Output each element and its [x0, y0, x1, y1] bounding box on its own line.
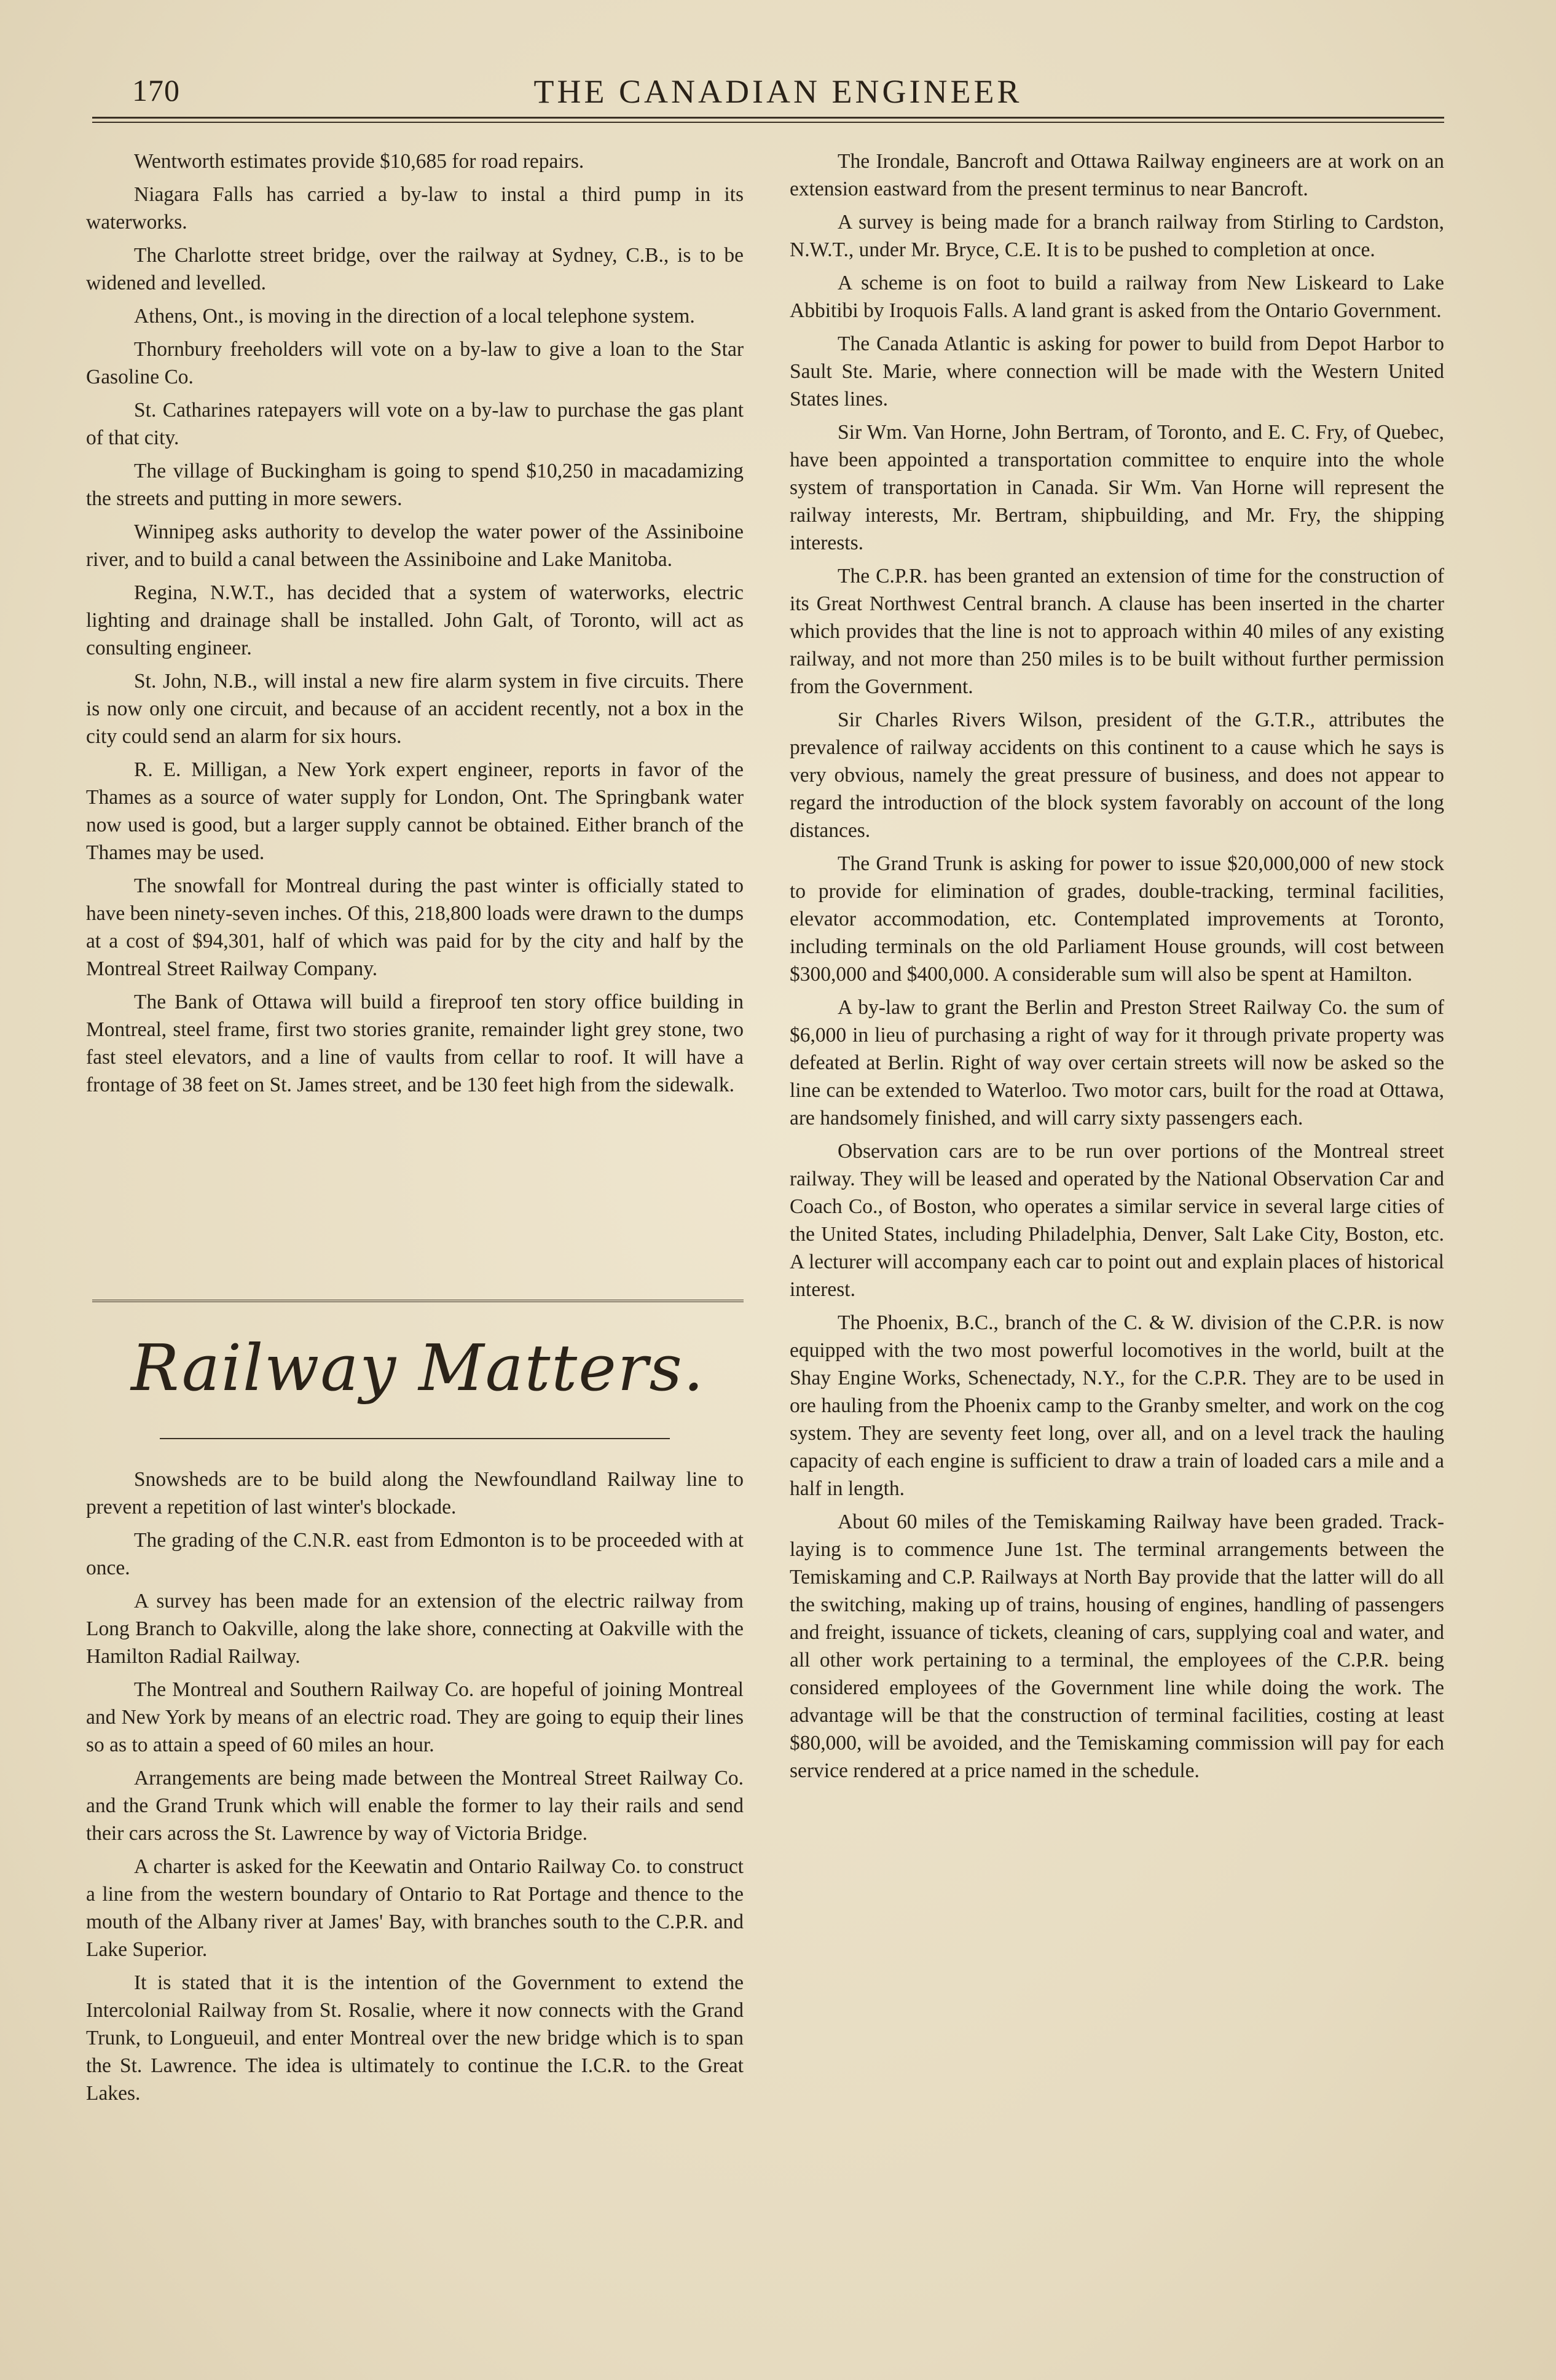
paragraph: A survey is being made for a branch railway from Stirling to Cardston, N.W.T., under Mr. Bryce, C.E. It is to be pushed to completion at once.: [790, 211, 1444, 261]
paragraph: The snowfall for Montreal during the past winter is officially stated to have been ninety-seven inches. Of this, 218,800 loads were drawn to the dumps at a cost of $94,301, half of which was paid for by the city and half by the Montreal Street Railway Company.: [86, 874, 744, 980]
paragraph: A by-law to grant the Berlin and Preston Street Railway Co. the sum of $6,000 in lieu of purchasing a right of way for it through private property was defeated at Berlin. Right of way over certain streets will now be asked so the line can be extended to Waterloo. Two motor cars, built for the road at Ottawa, are handsomely finished, and will carry sixty passengers each.: [790, 996, 1444, 1129]
heading-rule-top: [92, 1300, 744, 1304]
paragraph: Winnipeg asks authority to develop the water power of the Assiniboine river, and to build a canal between the Assiniboine and Lake Manitoba.: [86, 520, 744, 571]
paragraph: The Canada Atlantic is asking for power to build from Depot Harbor to Sault Ste. Marie, where connection will be made with the Western United States lines.: [790, 332, 1444, 410]
paragraph: It is stated that it is the intention of the Government to extend the Intercolonial Railway from St. Rosalie, where it now connects with the Grand Trunk, to Longueuil, and enter Montreal over the new bridge which is to span the St. Lawrence. The idea is ultimately to continue the I.C.R. to the Great Lakes.: [86, 1971, 744, 2105]
paragraph: St. Catharines ratepayers will vote on a by-law to purchase the gas plant of that city.: [86, 399, 744, 449]
paragraph: St. John, N.B., will instal a new fire alarm system in five circuits. There is now only one circuit, and because of an accident recently, not a box in the city could send an alarm for six hours.: [86, 670, 744, 748]
journal-title: THE CANADIAN ENGINEER: [533, 73, 1023, 110]
paragraph: Snowsheds are to be build along the Newfoundland Railway line to prevent a repetition of last winter's blockade.: [86, 1468, 744, 1518]
paragraph: Niagara Falls has carried a by-law to instal a third pump in its waterworks.: [86, 183, 744, 234]
page-number: 170: [132, 73, 180, 108]
paragraph: A charter is asked for the Keewatin and Ontario Railway Co. to construct a line from the western boundary of Ontario to Rat Portage and thence to the mouth of the Albany river at James' Bay, with branches south to the C.P.R. and Lake Superior.: [86, 1855, 744, 1961]
paragraph: Regina, N.W.T., has decided that a system of waterworks, electric lighting and drainage shall be installed. John Galt, of Toronto, will act as consulting engineer.: [86, 581, 744, 659]
paragraph: A scheme is on foot to build a railway from New Liskeard to Lake Abbitibi by Iroquois Falls. A land grant is asked from the Ontario Government.: [790, 272, 1444, 322]
paragraph: The Irondale, Bancroft and Ottawa Railway engineers are at work on an extension eastward from the present terminus to near Bancroft.: [790, 150, 1444, 200]
paragraph: The C.P.R. has been granted an extension of time for the construction of its Great Northwest Central branch. A clause has been inserted in the charter which provides that the line is not to approach within 40 miles of any existing railway, and not more than 250 miles is to be built without further permission from the Government.: [790, 565, 1444, 698]
paragraph: Sir Charles Rivers Wilson, president of the G.T.R., attributes the prevalence of railway accidents on this continent to a cause which he says is very obvious, namely the great pressure of business, and does not appear to regard the introduction of the block system favorably on account of the long distances.: [790, 709, 1444, 842]
paragraph: Thornbury freeholders will vote on a by-law to give a loan to the Star Gasoline Co.: [86, 338, 744, 388]
paragraph: R. E. Milligan, a New York expert engineer, reports in favor of the Thames as a source of water supply for London, Ont. The Springbank water now used is good, but a larger supply cannot be obtained. Either branch of the Thames may be used.: [86, 758, 744, 864]
paragraph: The Grand Trunk is asking for power to issue $20,000,000 of new stock to provide for elimination of grades, double-tracking, terminal facilities, elevator accommodation, etc. Contemplated improvements at Toronto, including terminals on the old Parliament House grounds, will cost between $300,000 and $400,000. A considerable sum will also be spent at Hamilton.: [790, 852, 1444, 986]
heading-rule-bottom: [160, 1438, 670, 1439]
paragraph: Sir Wm. Van Horne, John Bertram, of Toronto, and E. C. Fry, of Quebec, have been appointed a transportation committee to enquire into the whole system of transportation in Canada. Sir Wm. Van Horne will represent the railway interests, Mr. Bertram, shipbuilding, and Mr. Fry, the shipping interests.: [790, 421, 1444, 554]
paragraph: The Charlotte street bridge, over the railway at Sydney, C.B., is to be widened and levelled.: [86, 244, 744, 294]
section-title: Railway Matters.: [131, 1330, 705, 1405]
header-rule: [92, 117, 1444, 123]
paragraph: The Phoenix, B.C., branch of the C. & W. division of the C.P.R. is now equipped with the two most powerful locomotives in the world, built at the Shay Engine Works, Schenectady, N.Y., for the C.P.R. They are to be used in ore hauling from the Phoenix camp to the Granby smelter, and work on the cog system. They are seventy feet long, over all, and on a level track the hauling capacity of each engine is sufficient to draw a train of loaded cars a mile and a half in length.: [790, 1311, 1444, 1500]
paragraph: Athens, Ont., is moving in the direction of a local telephone system.: [134, 305, 695, 328]
paragraph: Observation cars are to be run over portions of the Montreal street railway. They will be leased and operated by the National Observation Car and Coach Co., of Boston, who operates a similar service in several large cities of the United States, including Philadelphia, Denver, Salt Lake City, Boston, etc. A lecturer will accompany each car to point out and explain places of historical interest.: [790, 1140, 1444, 1301]
left-column-lower: [86, 1466, 744, 2113]
paragraph: Arrangements are being made between the Montreal Street Railway Co. and the Grand Trunk which will enable the former to lay their rails and send their cars across the St. Lawrence by way of Victoria Bridge.: [86, 1767, 744, 1845]
left-column: [86, 147, 744, 1104]
right-column: [790, 147, 1444, 1790]
paragraph: Wentworth estimates provide $10,685 for road repairs.: [134, 150, 584, 173]
paragraph: A survey has been made for an extension of the electric railway from Long Branch to Oakville, along the lake shore, connecting at Oakville with the Hamilton Radial Railway.: [86, 1590, 744, 1668]
section-heading: [92, 1300, 744, 1453]
paragraph: The village of Buckingham is going to spend $10,250 in macadamizing the streets and putting in more sewers.: [86, 460, 744, 510]
paragraph: The Bank of Ottawa will build a fireproof ten story office building in Montreal, steel frame, first two stories granite, remainder light grey stone, two fast steel elevators, and a line of vaults from cellar to roof. It will have a frontage of 38 feet on St. James street, and be 130 feet high from the sidewalk.: [86, 991, 744, 1096]
paragraph: The grading of the C.N.R. east from Edmonton is to be proceeded with at once.: [86, 1529, 744, 1579]
paragraph: About 60 miles of the Temiskaming Railway have been graded. Track-laying is to commence June 1st. The terminal arrangements between the Temiskaming and C.P. Railways at North Bay provide that the latter will do all the switching, making up of trains, housing of engines, handling of passengers and freight, issuance of tickets, cleaning of cars, supplying coal and water, and all other work pertaining to a terminal, the employees of the C.P.R. being considered employees of the Government line while doing the work. The advantage will be that the construction of terminal facilities, costing at least $80,000, will be avoided, and the Temiskaming commission will pay for each service rendered at a price named in the schedule.: [790, 1510, 1444, 1782]
paragraph: The Montreal and Southern Railway Co. are hopeful of joining Montreal and New York by means of an electric road. They are going to equip their lines so as to attain a speed of 60 miles an hour.: [86, 1678, 744, 1756]
